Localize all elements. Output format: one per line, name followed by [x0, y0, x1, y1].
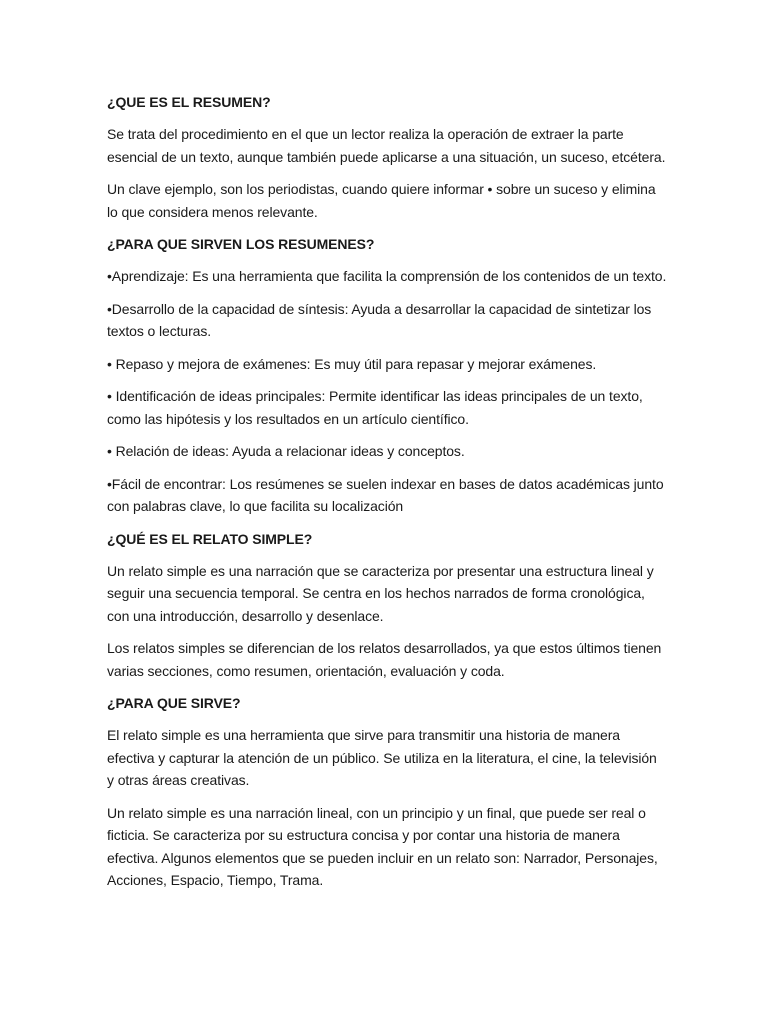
- section-heading-para-que-sirve: ¿PARA QUE SIRVE?: [107, 695, 241, 711]
- section-heading-que-es-el-resumen: ¿QUE ES EL RESUMEN?: [107, 94, 271, 110]
- paragraph: El relato simple es una herramienta que sirve para transmitir una historia de manera efectiva y capturar la atención de un público. Se utiliza en la literatura, el cine, la televisión y otras áreas creativas.: [107, 727, 657, 788]
- bullet-paragraph: • Identificación de ideas principales: Permite identificar las ideas principales de un texto, como las hipótesis y los resultados en un artículo científico.: [107, 388, 643, 427]
- bullet-paragraph: •Aprendizaje: Es una herramienta que facilita la comprensión de los contenidos de un texto.: [107, 268, 667, 284]
- paragraph: Un relato simple es una narración lineal, con un principio y un final, que puede ser real o ficticia. Se caracteriza por su estructura concisa y por contar una historia de manera efectiva. Algunos elementos que se pueden incluir en un relato son: Narrador, Personajes, Acciones, Espacio, Tiempo, Trama.: [107, 804, 658, 888]
- paragraph: Los relatos simples se diferencian de los relatos desarrollados, ya que estos últimos tienen varias secciones, como resumen, orientación, evaluación y coda.: [107, 640, 662, 679]
- paragraph: Se trata del procedimiento en el que un lector realiza la operación de extraer la parte esencial de un texto, aunque también puede aplicarse a una situación, un suceso, etcétera.: [107, 126, 666, 165]
- bullet-paragraph: • Repaso y mejora de exámenes: Es muy útil para repasar y mejorar exámenes.: [107, 355, 597, 372]
- paragraph: Un relato simple es una narración que se caracteriza por presentar una estructura lineal y seguir una secuencia temporal. Se centra en los hechos narrados de forma cronológica, con una introducción, desarrollo y desenlace.: [107, 562, 654, 624]
- section-heading-para-que-sirven-los-resumenes: ¿PARA QUE SIRVEN LOS RESUMENES?: [107, 236, 375, 252]
- bullet-paragraph: • Relación de ideas: Ayuda a relacionar ideas y conceptos.: [107, 443, 465, 459]
- bullet-paragraph: •Desarrollo de la capacidad de síntesis: Ayuda a desarrollar la capacidad de sintetizar los textos o lecturas.: [107, 300, 652, 339]
- section-heading-que-es-el-relato-simple: ¿QUÉ ES EL RELATO SIMPLE?: [107, 530, 313, 547]
- paragraph: Un clave ejemplo, son los periodistas, cuando quiere informar • sobre un suceso y elimina lo que considera menos relevante.: [107, 181, 656, 220]
- bullet-paragraph: •Fácil de encontrar: Los resúmenes se suelen indexar en bases de datos académicas junto con palabras clave, lo que facilita su localización: [107, 475, 664, 514]
- document-body: [107, 91, 667, 902]
